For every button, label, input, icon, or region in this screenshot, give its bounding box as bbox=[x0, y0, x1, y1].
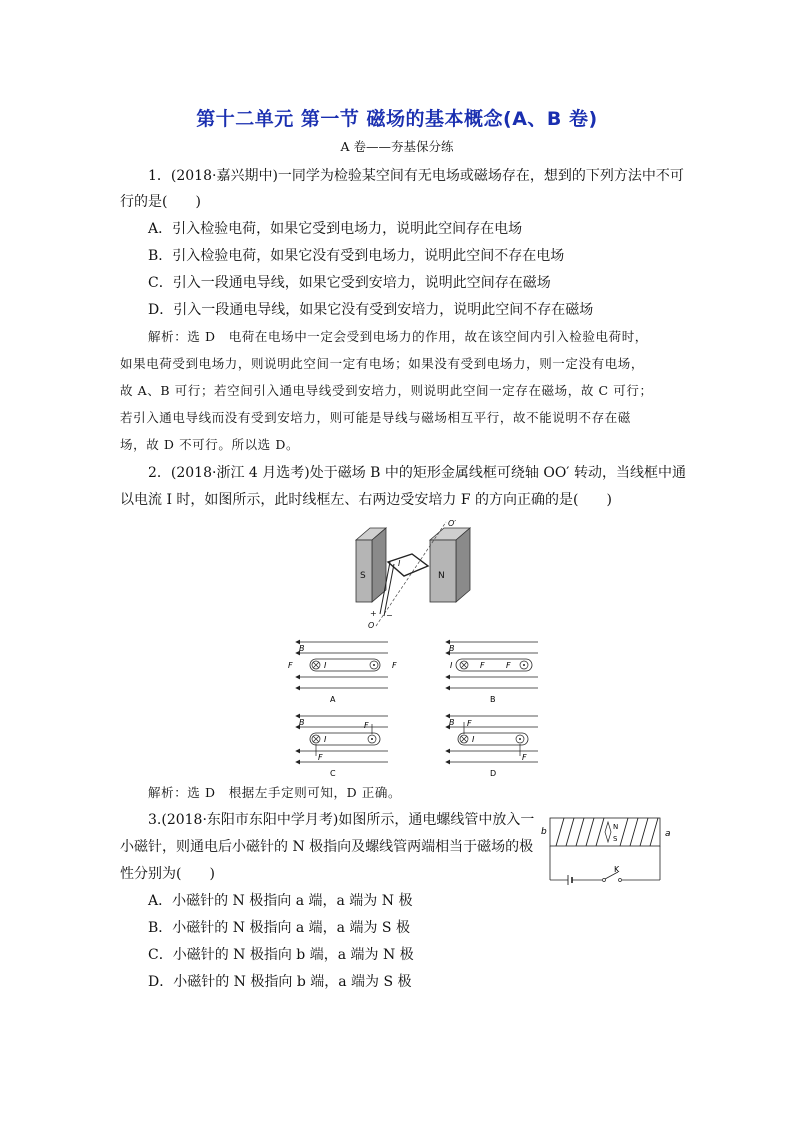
q1-option-a: A．引入检验电荷，如果它受到电场力，说明此空间存在电场 bbox=[148, 221, 523, 237]
svg-text:F: F bbox=[480, 661, 485, 670]
q3-stem-line2: 小磁针，则通电后小磁针的 N 极指向及螺线管两端相当于磁场的极 bbox=[120, 839, 534, 855]
q1-analysis-line4: 若引入通电导线而没有受到安培力，则可能是导线与磁场相互平行，故不能说明不存在磁 bbox=[120, 410, 631, 425]
svg-text:F: F bbox=[506, 661, 511, 670]
q1-analysis-line2: 如果电荷受到电场力，则说明此空间一定有电场；如果没有受到电场力，则一定没有电场， bbox=[120, 356, 645, 371]
svg-text:F: F bbox=[318, 753, 323, 762]
q1-analysis-line5: 场，故 D 不可行。所以选 D。 bbox=[120, 437, 300, 452]
q2-n-label: N bbox=[438, 571, 445, 581]
q3-stem-line1: 3.(2018·东阳市东阳中学月考)如图所示，通电螺线管中放入一 bbox=[148, 812, 535, 828]
svg-text:B: B bbox=[449, 718, 455, 727]
page-title: 第十二单元 第一节 磁场的基本概念(A、B 卷) bbox=[196, 108, 598, 130]
svg-text:F: F bbox=[364, 721, 369, 730]
q2-options-figure bbox=[280, 636, 550, 806]
q3-a-end-label: a bbox=[665, 829, 671, 839]
q3-option-d: D．小磁针的 N 极指向 b 端，a 端为 S 极 bbox=[148, 974, 412, 990]
svg-text:I: I bbox=[450, 661, 453, 670]
q1-analysis-line1: 解析：选 D 电荷在电场中一定会受到电场力的作用，故在该空间内引入检验电荷时， bbox=[148, 329, 648, 344]
q2-panel-d-label: D bbox=[490, 769, 497, 778]
svg-text:I: I bbox=[324, 661, 327, 670]
svg-text:I: I bbox=[472, 735, 475, 744]
q2-minus-label: − bbox=[386, 611, 393, 620]
svg-text:F: F bbox=[288, 661, 293, 670]
q2-panel-d bbox=[446, 716, 538, 778]
q3-option-c: C．小磁针的 N 极指向 b 端，a 端为 N 极 bbox=[148, 947, 414, 963]
q1-option-b: B．引入检验电荷，如果它没有受到电场力，说明此空间不存在电场 bbox=[148, 248, 565, 264]
q2-o-prime-label: O′ bbox=[448, 519, 457, 528]
q2-analysis: 解析：选 D 根据左手定则可知，D 正确。 bbox=[148, 785, 402, 800]
svg-text:F: F bbox=[467, 719, 472, 728]
q3-needle-n-label: N bbox=[613, 823, 619, 831]
q2-panel-c bbox=[296, 716, 388, 778]
svg-text:I: I bbox=[324, 735, 327, 744]
svg-text:F: F bbox=[522, 753, 527, 762]
q2-s-label: S bbox=[360, 571, 366, 581]
svg-text:F: F bbox=[392, 661, 397, 670]
q1-option-d: D．引入一段通电导线，如果它没有受到安培力，说明此空间不存在磁场 bbox=[148, 302, 594, 318]
q3-b-end-label: b bbox=[541, 827, 547, 837]
svg-text:B: B bbox=[299, 644, 305, 653]
q2-panel-a bbox=[288, 642, 397, 704]
q2-stem-line1: 2．(2018·浙江 4 月选考)处于磁场 B 中的矩形金属线框可绕轴 OO′ 转动，当线框中通 bbox=[148, 465, 686, 481]
q2-panel-b bbox=[446, 642, 538, 704]
q3-compass-needle bbox=[605, 822, 611, 842]
q3-needle-s-label: S bbox=[613, 835, 618, 843]
q3-switch-label: K bbox=[614, 865, 620, 874]
q1-stem-line2: 行的是( ) bbox=[120, 194, 201, 210]
q3-option-a: A．小磁针的 N 极指向 a 端，a 端为 N 极 bbox=[148, 893, 413, 909]
q1-analysis-line3: 故 A、B 可行；若空间引入通电导线受到安培力，则说明此空间一定存在磁场，故 C 可行； bbox=[120, 383, 653, 398]
q1-option-c: C．引入一段通电导线，如果它受到安培力，说明此空间存在磁场 bbox=[148, 275, 551, 291]
q2-panel-b-label: B bbox=[490, 695, 496, 704]
q2-o-label: O bbox=[368, 621, 375, 630]
q3-option-b: B．小磁针的 N 极指向 a 端，a 端为 S 极 bbox=[148, 920, 410, 936]
q3-solenoid-figure bbox=[538, 812, 680, 886]
section-subtitle: A 卷——夯基保分练 bbox=[340, 139, 454, 154]
q2-magnet-figure bbox=[350, 518, 490, 630]
q3-stem-line3: 性分别为( ) bbox=[120, 866, 215, 882]
svg-text:B: B bbox=[299, 718, 305, 727]
q2-i-label: I bbox=[398, 559, 401, 568]
q2-stem-line2: 以电流 I 时，如图所示，此时线框左、右两边受安培力 F 的方向正确的是( ) bbox=[120, 492, 612, 508]
q1-stem-line1: 1．(2018·嘉兴期中)一同学为检验某空间有无电场或磁场存在，想到的下列方法中不可 bbox=[148, 168, 684, 184]
svg-text:B: B bbox=[449, 644, 455, 653]
q2-panel-c-label: C bbox=[330, 769, 336, 778]
q2-panel-a-label: A bbox=[330, 695, 336, 704]
q2-plus-label: + bbox=[370, 609, 377, 618]
